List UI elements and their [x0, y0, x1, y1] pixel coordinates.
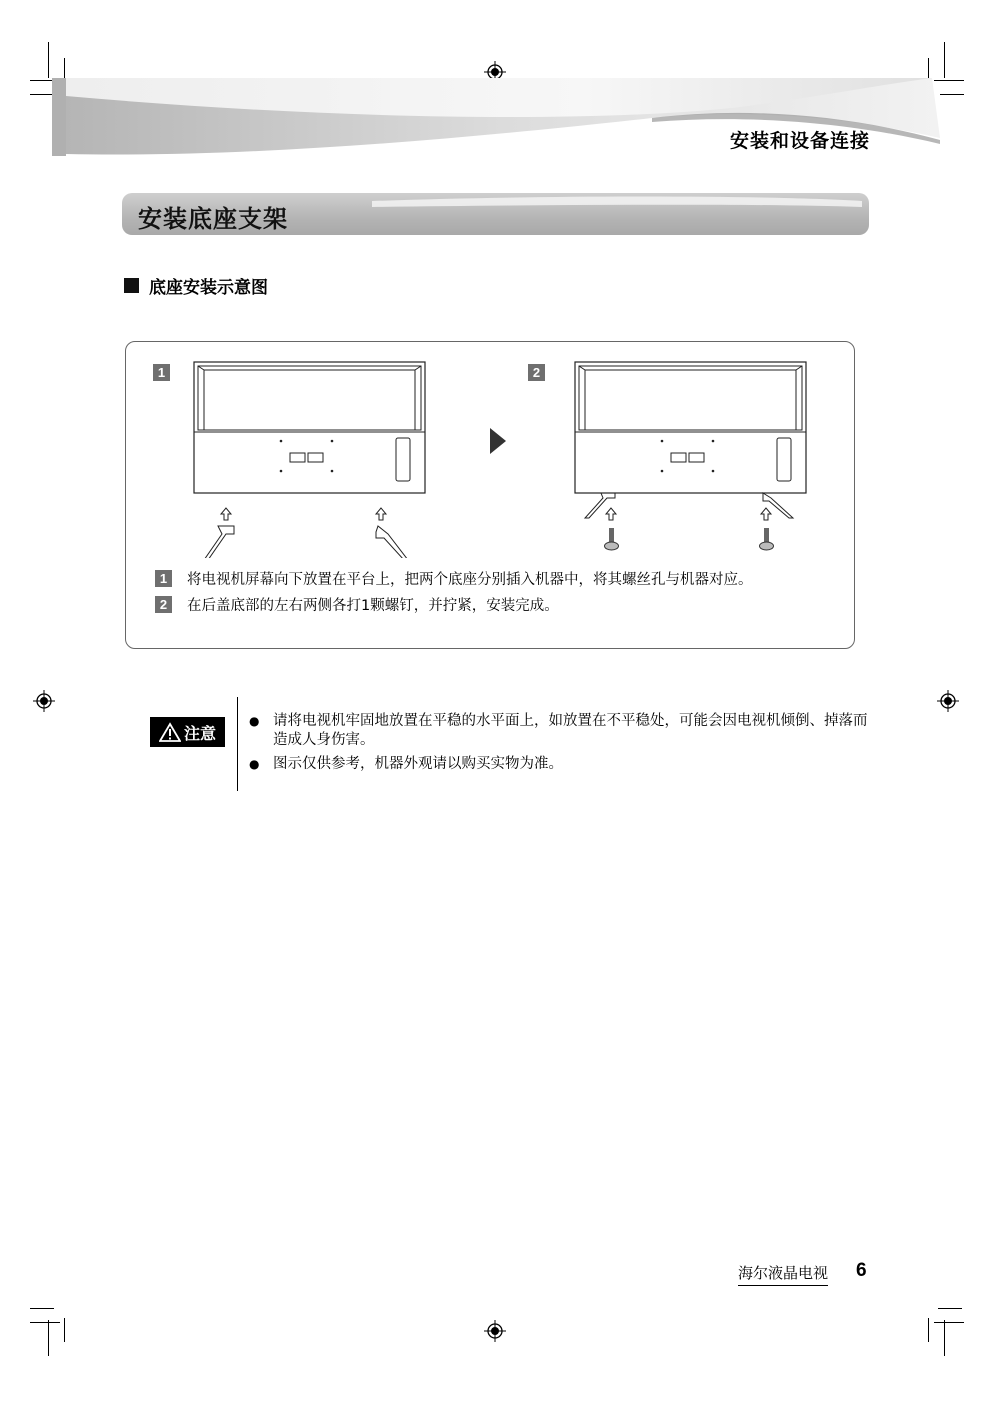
square-bullet-icon	[124, 278, 139, 293]
step-2-instruction-badge: 2	[155, 596, 172, 613]
bullet-icon: ●	[249, 714, 260, 728]
step-2-instruction	[155, 594, 559, 615]
section-title: 安装底座支架	[138, 205, 288, 233]
bullet-icon: ●	[249, 757, 260, 771]
step-1-badge: 1	[153, 364, 170, 381]
tv-back-step1-illustration	[190, 358, 430, 558]
subsection-title: 底座安装示意图	[149, 277, 268, 298]
step-1-instruction	[155, 568, 753, 589]
chapter-title: 安装和设备连接	[729, 130, 870, 152]
notice-label-text: 注意	[183, 723, 216, 743]
notice-item-text: 请将电视机牢固地放置在平稳的水平面上，如放置在不平稳处，可能会因电视机倾倒、掉落而造成人身伤害。	[273, 713, 868, 748]
step-1-instruction-badge: 1	[155, 570, 172, 587]
subsection-heading	[124, 273, 268, 297]
tv-back-step2-illustration	[571, 358, 811, 558]
notice-item	[249, 755, 873, 774]
notice-divider	[237, 697, 238, 791]
registration-mark-bottom	[484, 1320, 506, 1342]
warning-triangle-icon	[159, 722, 181, 742]
notice-item-text: 图示仅供参考，机器外观请以购买实物为准。	[273, 756, 563, 772]
section-title-bar	[122, 193, 869, 235]
notice-item	[249, 712, 873, 750]
installation-diagram-panel	[125, 341, 855, 649]
next-step-arrow-icon	[488, 426, 508, 456]
registration-mark-right	[937, 690, 959, 712]
page-number: 6	[856, 1260, 867, 1281]
step-2-text: 在后盖底部的左右两侧各打1颗螺钉，并拧紧，安装完成。	[187, 598, 559, 614]
registration-mark-left	[33, 690, 55, 712]
step-1-text: 将电视机屏幕向下放置在平台上，把两个底座分别插入机器中，将其螺丝孔与机器对应。	[187, 572, 753, 588]
footer-brand: 海尔液晶电视	[738, 1262, 828, 1286]
notice-label	[150, 717, 225, 747]
step-2-badge: 2	[528, 364, 545, 381]
